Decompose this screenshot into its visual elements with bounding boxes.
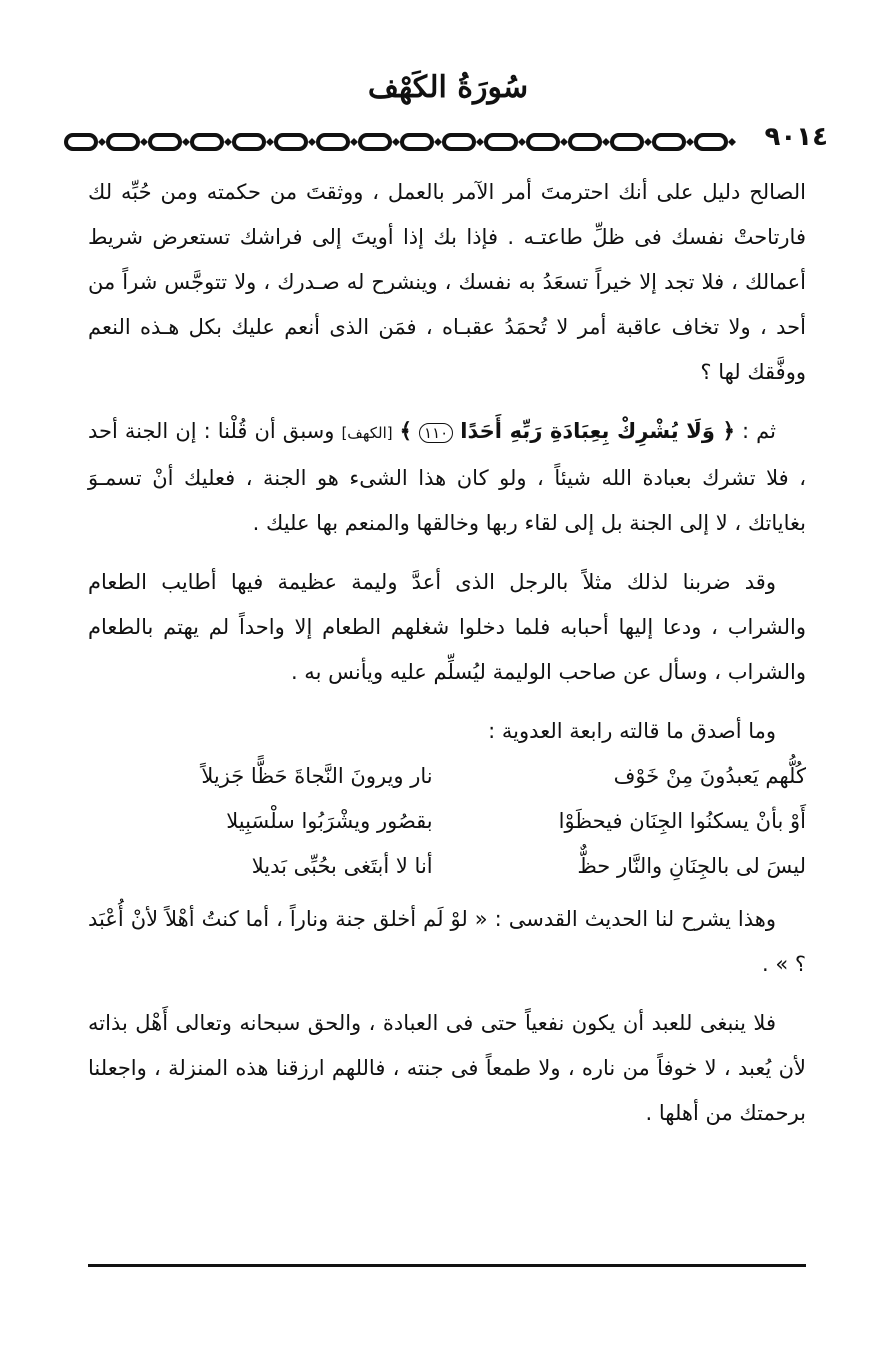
poem-first-hemistich: ليسَ لى بالجِنَانِ والنَّار حظٌّ [577, 854, 806, 878]
page-number: ٩٠١٤ [761, 122, 832, 152]
poem-first-hemistich: كُلُّهم يَعبدُونَ مِنْ خَوْف [613, 764, 806, 788]
poem-line [88, 754, 806, 799]
poem-first-hemistich: أَوْ بأنْ يسكنُوا الجِنَان فيحظَوْا [558, 809, 806, 833]
poem-intro: وما أصدق ما قالته رابعة العدوية : [488, 719, 776, 743]
verse-intro: ثم : [742, 419, 776, 443]
verse-number: ١١٠ [419, 423, 453, 443]
paragraph-verse [88, 409, 806, 546]
paragraph: وقد ضربنا لذلك مثلاً بالرجل الذى أعدَّ وليمة عظيمة فيها أطايب الطعام والشراب ، ودعا إليها أحبابه فلما دخلوا شغلهم الطعام إلا واحداً لم يهتم بالطعام والشراب ، وسأل عن صاحب الوليمة ليُسلِّم عليه ويأنس به . [88, 570, 806, 684]
poem-second-hemistich: نار ويرونَ النَّجاةَ حَظًّا جَزيلاً [201, 764, 433, 788]
poem [88, 754, 806, 889]
poem-second-hemistich: بقصُور ويشْرَبُوا سلْسَبِيلا [226, 809, 433, 833]
surah-title: سُورَةُ الكَهْف [367, 70, 529, 105]
surah-reference: [الكهف] [341, 424, 393, 442]
chain-ornament-icon [62, 126, 832, 160]
paragraph: الصالح دليل على أنك احترمتَ أمر الآمر بالعمل ، ووثقتَ من حكمته ومن حُبِّه لك فارتاحتْ نفسك فى ظلِّ طاعتـه . فإذا بك إذا أويتَ إلى فراشك تستعرض شريط أعمالك ، فلا تجد إلا خيراً تسعَدُ به نفسك ، وينشرح له صـدرك ، ولا تتوجَّس شراً من أحد ، ولا تخاف عاقبة أمر لا تُحمَدُ عقبـاه ، فمَن الذى أنعم عليك بكل هـذه النعم ووفَّقك لها ؟ [88, 180, 806, 384]
poem-second-hemistich: أنا لا أبتَغى بحُبِّى بَديلا [251, 854, 433, 878]
paragraph: فلا ينبغى للعبد أن يكون نفعياً حتى فى العبادة ، والحق سبحانه وتعالى أَهْل بذاته لأن يُعبد ، لا خوفاً من ناره ، ولا طمعاً فى جنته ، فاللهم ارزقنا هذه المنزلة ، واجعلنا برحمتك من أهلها . [88, 1011, 806, 1125]
quran-verse: ﴿ وَلَا يُشْرِكْ بِعِبَادَةِ رَبِّهِ أَحَدًا [460, 419, 735, 443]
verse-commentary: وسبق أن قُلْنا : إن الجنة أحد ، فلا تشرك بعبادة الله شيئاً ، ولو كان هذا الشىء هو الجنة ، فعليك أنْ تسمـوَ بغاياتك ، لا إلى الجنة بل إلى لقاء ربها وخالقها والمنعم بها عليك . [88, 419, 806, 535]
poem-line [88, 844, 806, 889]
poem-line [88, 799, 806, 844]
footer-divider [88, 1264, 806, 1267]
quran-bracket: ﴾ [399, 419, 412, 443]
page-body [88, 170, 806, 1150]
ornamental-border [62, 122, 832, 160]
paragraph: وهذا يشرح لنا الحديث القدسى : « لوْ لَم أخلق جنة وناراً ، أما كنتُ أهْلاً لأنْ أُعْبَد ؟ » . [88, 907, 806, 976]
